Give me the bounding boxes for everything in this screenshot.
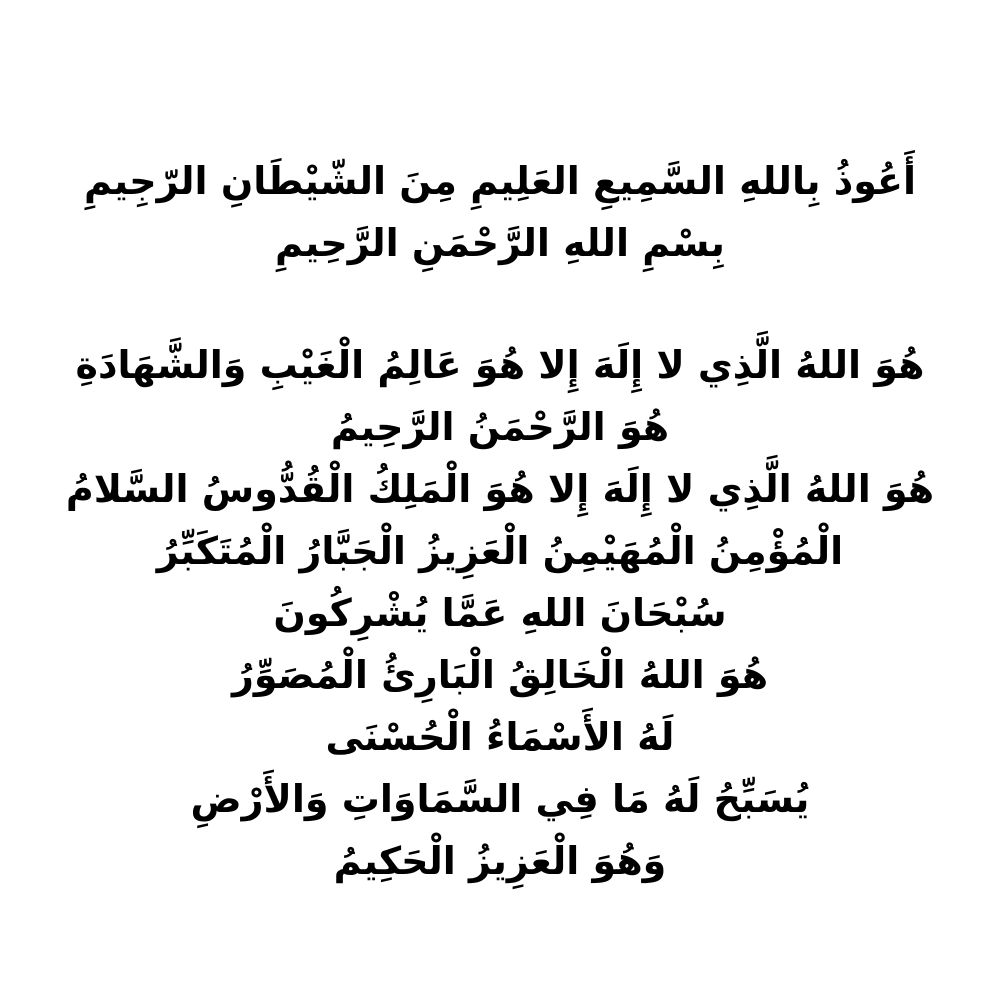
verse-line: وَهُوَ الْعَزِيزُ الْحَكِيمُ [333, 839, 667, 883]
verse-line: هُوَ اللهُ الَّذِي لا إِلَهَ إِلا هُوَ الْمَلِكُ الْقُدُّوسُ السَّلامُ [65, 467, 935, 511]
basmala-line: بِسْمِ اللهِ الرَّحْمَنِ الرَّحِيمِ [275, 221, 725, 265]
verse-line: يُسَبِّحُ لَهُ مَا فِي السَّمَاوَاتِ وَالأَرْضِ [190, 777, 810, 821]
opening-block [0, 150, 1000, 274]
verse-line: هُوَ اللهُ الْخَالِقُ الْبَارِئُ الْمُصَوِّرُ [231, 653, 769, 697]
verse-line: هُوَ اللهُ الَّذِي لا إِلَهَ إِلا هُوَ عَالِمُ الْغَيْبِ وَالشَّهَادَةِ [75, 343, 925, 387]
verses-block [0, 334, 1000, 892]
verse-line: الْمُؤْمِنُ الْمُهَيْمِنُ الْعَزِيزُ الْجَبَّارُ الْمُتَكَبِّرُ [156, 529, 844, 573]
verse-line: سُبْحَانَ اللهِ عَمَّا يُشْرِكُونَ [273, 591, 727, 635]
istiadha-line: أَعُوذُ بِاللهِ السَّمِيعِ العَلِيمِ مِنَ الشّيْطَانِ الرّجِيمِ [83, 159, 917, 203]
verse-line: هُوَ الرَّحْمَنُ الرَّحِيمُ [330, 405, 670, 449]
verse-line: لَهُ الأَسْمَاءُ الْحُسْنَى [325, 715, 675, 759]
